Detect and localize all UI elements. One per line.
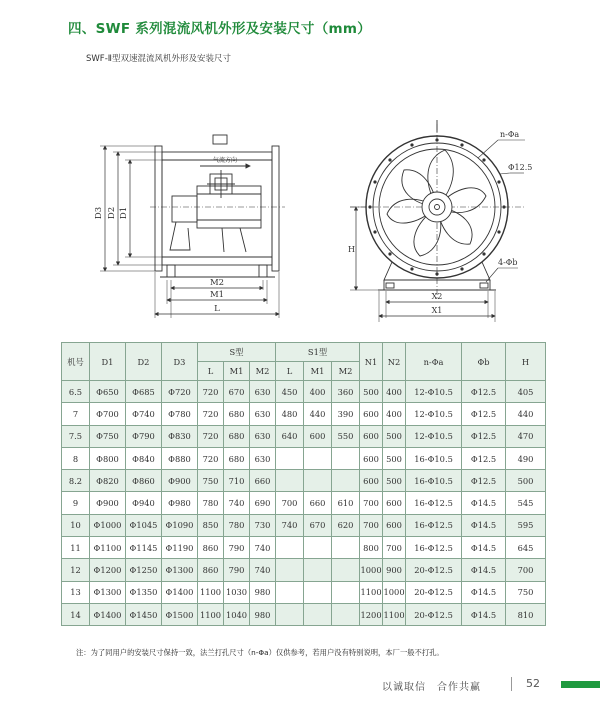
table-cell: 680 [224, 425, 250, 447]
footer-divider [511, 677, 512, 691]
table-cell: 600 [360, 470, 383, 492]
table-cell [304, 581, 332, 603]
dimension-table [61, 342, 546, 626]
table-cell: Φ800 [90, 447, 126, 469]
table-cell: 20-Φ12.5 [406, 559, 462, 581]
col-s-l: L [198, 362, 224, 381]
table-cell: 12-Φ10.5 [406, 403, 462, 425]
table-cell: 500 [383, 425, 406, 447]
table-row [62, 514, 546, 536]
dim-m1-label: M1 [209, 290, 225, 300]
table-cell: Φ12.5 [462, 425, 506, 447]
table-cell: 750 [506, 581, 546, 603]
col-d2: D2 [126, 343, 162, 381]
col-s1-m1: M1 [304, 362, 332, 381]
table-cell: Φ700 [90, 403, 126, 425]
table-cell: 790 [224, 559, 250, 581]
table-cell [332, 603, 360, 625]
table-cell: Φ740 [126, 403, 162, 425]
table-cell: 600 [304, 425, 332, 447]
table-cell: 900 [383, 559, 406, 581]
company-slogan: 以诚取信 合作共赢 [382, 682, 481, 693]
col-s-m2: M2 [250, 362, 276, 381]
table-cell: Φ940 [126, 492, 162, 514]
table-cell [332, 470, 360, 492]
table-cell [304, 470, 332, 492]
table-cell: 16-Φ12.5 [406, 492, 462, 514]
table-cell: 20-Φ12.5 [406, 603, 462, 625]
table-cell: 1000 [360, 559, 383, 581]
col-group-s1: S1型 [276, 343, 360, 362]
table-cell: 680 [224, 403, 250, 425]
table-cell: Φ1400 [90, 603, 126, 625]
table-cell: 860 [198, 559, 224, 581]
dim-x2-label: X2 [431, 292, 443, 301]
table-row [62, 470, 546, 492]
table-cell: 800 [360, 537, 383, 559]
col-n1: N1 [360, 343, 383, 381]
table-cell: Φ1400 [162, 581, 198, 603]
table-cell [276, 447, 304, 469]
table-cell: 700 [360, 492, 383, 514]
table-cell [304, 603, 332, 625]
col-group-s: S型 [198, 343, 276, 362]
table-cell: Φ1000 [90, 514, 126, 536]
table-cell: 610 [332, 492, 360, 514]
table-cell: Φ780 [162, 403, 198, 425]
dim-l-label: L [214, 304, 220, 314]
table-cell: 470 [506, 425, 546, 447]
bolt-diameter-label: Φ12.5 [508, 163, 533, 172]
section-heading: 四、SWF 系列混流风机外形及安装尺寸（mm） [68, 21, 372, 37]
table-cell: 440 [304, 403, 332, 425]
dim-x1-label: X1 [431, 306, 443, 315]
table-cell: Φ1300 [90, 581, 126, 603]
table-cell: 620 [332, 514, 360, 536]
table-cell [276, 470, 304, 492]
table-cell: 8.2 [62, 470, 90, 492]
table-cell: Φ685 [126, 381, 162, 403]
col-d3: D3 [162, 343, 198, 381]
table-cell: Φ1500 [162, 603, 198, 625]
dim-m2-label: M2 [209, 278, 225, 288]
table-row [62, 603, 546, 625]
table-cell: Φ1350 [126, 581, 162, 603]
table-cell: Φ14.5 [462, 603, 506, 625]
table-cell: Φ980 [162, 492, 198, 514]
table-row [62, 537, 546, 559]
table-cell: 740 [250, 559, 276, 581]
table-cell: 850 [198, 514, 224, 536]
table-cell: Φ14.5 [462, 492, 506, 514]
table-cell: Φ790 [126, 425, 162, 447]
table-row [62, 403, 546, 425]
table-row [62, 425, 546, 447]
table-cell: 710 [224, 470, 250, 492]
table-cell: 14 [62, 603, 90, 625]
table-cell: 700 [383, 537, 406, 559]
table-cell: 670 [224, 381, 250, 403]
table-cell: 1100 [360, 581, 383, 603]
table-cell: 500 [360, 381, 383, 403]
table-cell: 740 [276, 514, 304, 536]
table-cell: 16-Φ10.5 [406, 470, 462, 492]
footer-accent-bar [561, 681, 600, 688]
table-cell [304, 537, 332, 559]
table-cell: 7.5 [62, 425, 90, 447]
table-cell: 600 [383, 514, 406, 536]
dim-d3-label: D3 [94, 206, 104, 220]
table-cell [304, 447, 332, 469]
table-cell: 550 [332, 425, 360, 447]
table-cell: 400 [304, 381, 332, 403]
table-cell [332, 447, 360, 469]
table-cell: Φ14.5 [462, 581, 506, 603]
table-cell: 640 [276, 425, 304, 447]
table-cell: 1000 [383, 581, 406, 603]
table-row [62, 581, 546, 603]
col-model: 机号 [62, 343, 90, 381]
col-s1-l: L [276, 362, 304, 381]
dim-d1-label: D1 [119, 206, 129, 220]
fan-drawing [0, 100, 600, 335]
table-cell: 630 [250, 381, 276, 403]
table-cell: Φ1450 [126, 603, 162, 625]
table-cell: 450 [276, 381, 304, 403]
table-cell: 600 [383, 492, 406, 514]
dim-h-label: H [348, 245, 355, 254]
table-cell: 7 [62, 403, 90, 425]
col-s-m1: M1 [224, 362, 250, 381]
table-cell [332, 537, 360, 559]
table-cell: Φ840 [126, 447, 162, 469]
table-cell: 720 [198, 425, 224, 447]
table-cell: Φ14.5 [462, 559, 506, 581]
table-cell: Φ1045 [126, 514, 162, 536]
table-cell: 790 [224, 537, 250, 559]
table-cell: 1100 [198, 581, 224, 603]
table-cell: Φ720 [162, 381, 198, 403]
table-cell: 740 [250, 537, 276, 559]
table-cell [332, 559, 360, 581]
table-row [62, 559, 546, 581]
col-d1: D1 [90, 343, 126, 381]
table-cell: Φ1250 [126, 559, 162, 581]
table-cell: 1030 [224, 581, 250, 603]
airflow-label: 气流方向 [213, 157, 238, 164]
table-cell: 700 [360, 514, 383, 536]
table-cell: 690 [250, 492, 276, 514]
table-cell: 8 [62, 447, 90, 469]
table-cell [276, 559, 304, 581]
table-cell [276, 603, 304, 625]
table-cell: Φ860 [126, 470, 162, 492]
table-cell: 700 [276, 492, 304, 514]
table-cell: 390 [332, 403, 360, 425]
col-s1-m2: M2 [332, 362, 360, 381]
table-cell: Φ750 [90, 425, 126, 447]
table-cell: 16-Φ12.5 [406, 514, 462, 536]
table-cell: 13 [62, 581, 90, 603]
table-cell: Φ820 [90, 470, 126, 492]
table-cell: 500 [506, 470, 546, 492]
table-cell: 1200 [360, 603, 383, 625]
table-cell: 600 [360, 447, 383, 469]
page-number: 52 [526, 677, 540, 690]
table-cell: 440 [506, 403, 546, 425]
table-row [62, 492, 546, 514]
base-holes-label: 4-Φb [498, 258, 518, 267]
table-cell: Φ12.5 [462, 381, 506, 403]
col-nphia: n-Φa [406, 343, 462, 381]
footnote: 注：为了同用户的安装尺寸保持一致，法兰打孔尺寸（n-Φa）仅供参考，若用户没有特别说明，本厂一般不打孔。 [76, 648, 444, 657]
table-cell: 630 [250, 447, 276, 469]
col-phib: Φb [462, 343, 506, 381]
table-cell: 9 [62, 492, 90, 514]
table-cell: Φ1090 [162, 514, 198, 536]
table-cell: 20-Φ12.5 [406, 581, 462, 603]
table-cell: Φ1200 [90, 559, 126, 581]
table-cell: 980 [250, 581, 276, 603]
table-cell [276, 537, 304, 559]
dim-d2-label: D2 [107, 206, 117, 220]
table-cell: 6.5 [62, 381, 90, 403]
table-cell: 405 [506, 381, 546, 403]
table-cell: 720 [198, 403, 224, 425]
flange-holes-label: n-Φa [500, 130, 520, 139]
table-cell: 780 [198, 492, 224, 514]
table-cell: Φ900 [90, 492, 126, 514]
table-cell: Φ830 [162, 425, 198, 447]
table-cell: 860 [198, 537, 224, 559]
table-cell: 730 [250, 514, 276, 536]
table-cell [276, 581, 304, 603]
side-view [100, 135, 285, 318]
table-cell: 1100 [198, 603, 224, 625]
table-cell: 600 [360, 425, 383, 447]
table-cell: 645 [506, 537, 546, 559]
table-cell: 480 [276, 403, 304, 425]
table-cell: 630 [250, 425, 276, 447]
table-cell: 16-Φ10.5 [406, 447, 462, 469]
table-cell: 980 [250, 603, 276, 625]
table-cell: Φ1190 [162, 537, 198, 559]
table-cell: 740 [224, 492, 250, 514]
table-cell: 360 [332, 381, 360, 403]
table-cell: 810 [506, 603, 546, 625]
table-cell: 670 [304, 514, 332, 536]
table-cell: 1040 [224, 603, 250, 625]
table-cell: 600 [360, 403, 383, 425]
table-cell: 16-Φ12.5 [406, 537, 462, 559]
table-row [62, 447, 546, 469]
table-cell: Φ1145 [126, 537, 162, 559]
table-cell: 750 [198, 470, 224, 492]
table-cell: Φ12.5 [462, 447, 506, 469]
table-cell: 680 [224, 447, 250, 469]
table-cell: Φ650 [90, 381, 126, 403]
table-cell: Φ880 [162, 447, 198, 469]
table-cell: 500 [383, 470, 406, 492]
table-cell: Φ14.5 [462, 514, 506, 536]
col-h: H [506, 343, 546, 381]
table-cell: 1100 [383, 603, 406, 625]
table-cell: 10 [62, 514, 90, 536]
table-cell: 490 [506, 447, 546, 469]
table-row [62, 381, 546, 403]
table-cell [304, 559, 332, 581]
table-cell: 780 [224, 514, 250, 536]
drawing-subheading: SWF-Ⅱ型双速混流风机外形及安装尺寸 [86, 54, 231, 64]
table-cell: 11 [62, 537, 90, 559]
table-cell: 720 [198, 381, 224, 403]
table-cell: 12-Φ10.5 [406, 381, 462, 403]
table-cell: 12-Φ10.5 [406, 425, 462, 447]
table-cell: Φ900 [162, 470, 198, 492]
table-cell: 400 [383, 381, 406, 403]
table-cell: 660 [304, 492, 332, 514]
table-cell: Φ14.5 [462, 537, 506, 559]
table-cell: 400 [383, 403, 406, 425]
table-cell: Φ12.5 [462, 470, 506, 492]
col-n2: N2 [383, 343, 406, 381]
table-cell: 12 [62, 559, 90, 581]
table-cell: 720 [198, 447, 224, 469]
table-cell: Φ12.5 [462, 403, 506, 425]
table-cell: 700 [506, 559, 546, 581]
table-cell: Φ1100 [90, 537, 126, 559]
table-cell: 660 [250, 470, 276, 492]
table-cell [332, 581, 360, 603]
table-cell: 630 [250, 403, 276, 425]
table-cell: Φ1300 [162, 559, 198, 581]
table-cell: 500 [383, 447, 406, 469]
table-cell: 545 [506, 492, 546, 514]
table-cell: 595 [506, 514, 546, 536]
